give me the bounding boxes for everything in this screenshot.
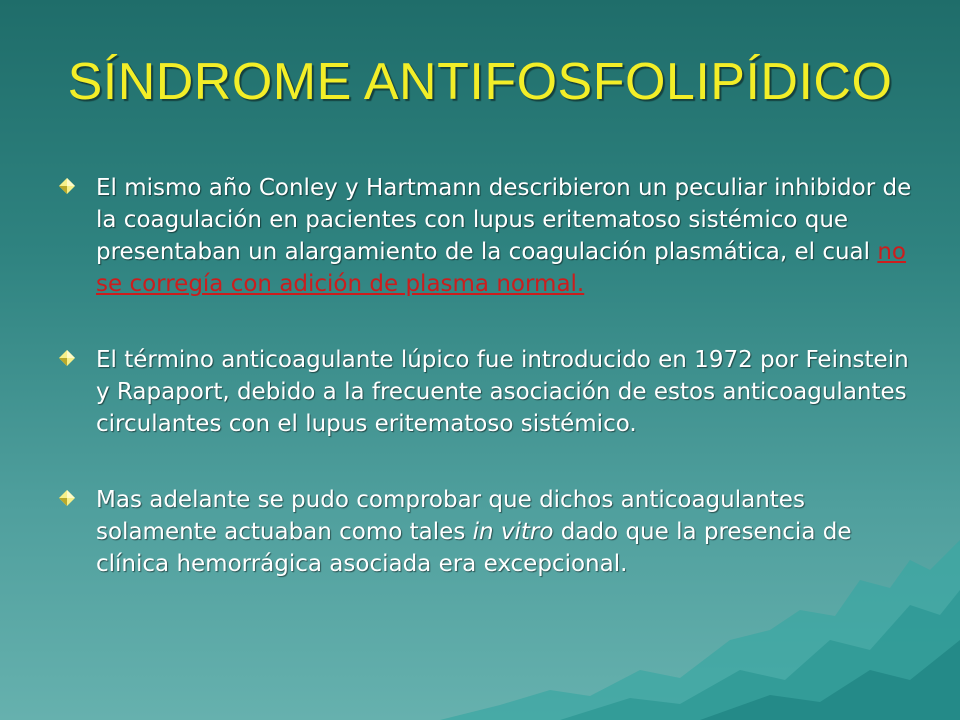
highlighted-text: no se corregía con adición de plasma normal.: [96, 239, 907, 297]
bullet-item: [56, 172, 916, 300]
diamond-bullet-icon: [58, 489, 76, 507]
diamond-bullet-icon: [58, 349, 76, 367]
bullet-text: El mismo año Conley y Hartmann describieron un peculiar inhibidor de la coagulación en pacientes con lupus eritematoso sistémico que presentaban un alargamiento de la coagulación plasmática, el cual: [96, 175, 912, 265]
italic-text: in vitro: [472, 519, 554, 545]
bullet-list: [56, 172, 916, 624]
bullet-text: Mas adelante se pudo comprobar que dichos anticoagulantes solamente actuaban como tales: [96, 487, 805, 545]
bullet-item: [56, 344, 916, 440]
slide-title: SÍNDROME ANTIFOSFOLIPÍDICO: [67, 53, 893, 111]
diamond-bullet-icon: [58, 177, 76, 195]
bullet-text-end: dado que la presencia de clínica hemorrágica asociada era excepcional.: [96, 519, 852, 577]
bullet-text: El término anticoagulante lúpico fue introducido en 1972 por Feinstein y Rapaport, debido a la frecuente asociación de estos anticoagulantes circulantes con el lupus eritematoso sistémico.: [96, 347, 909, 437]
bullet-item: [56, 484, 916, 580]
